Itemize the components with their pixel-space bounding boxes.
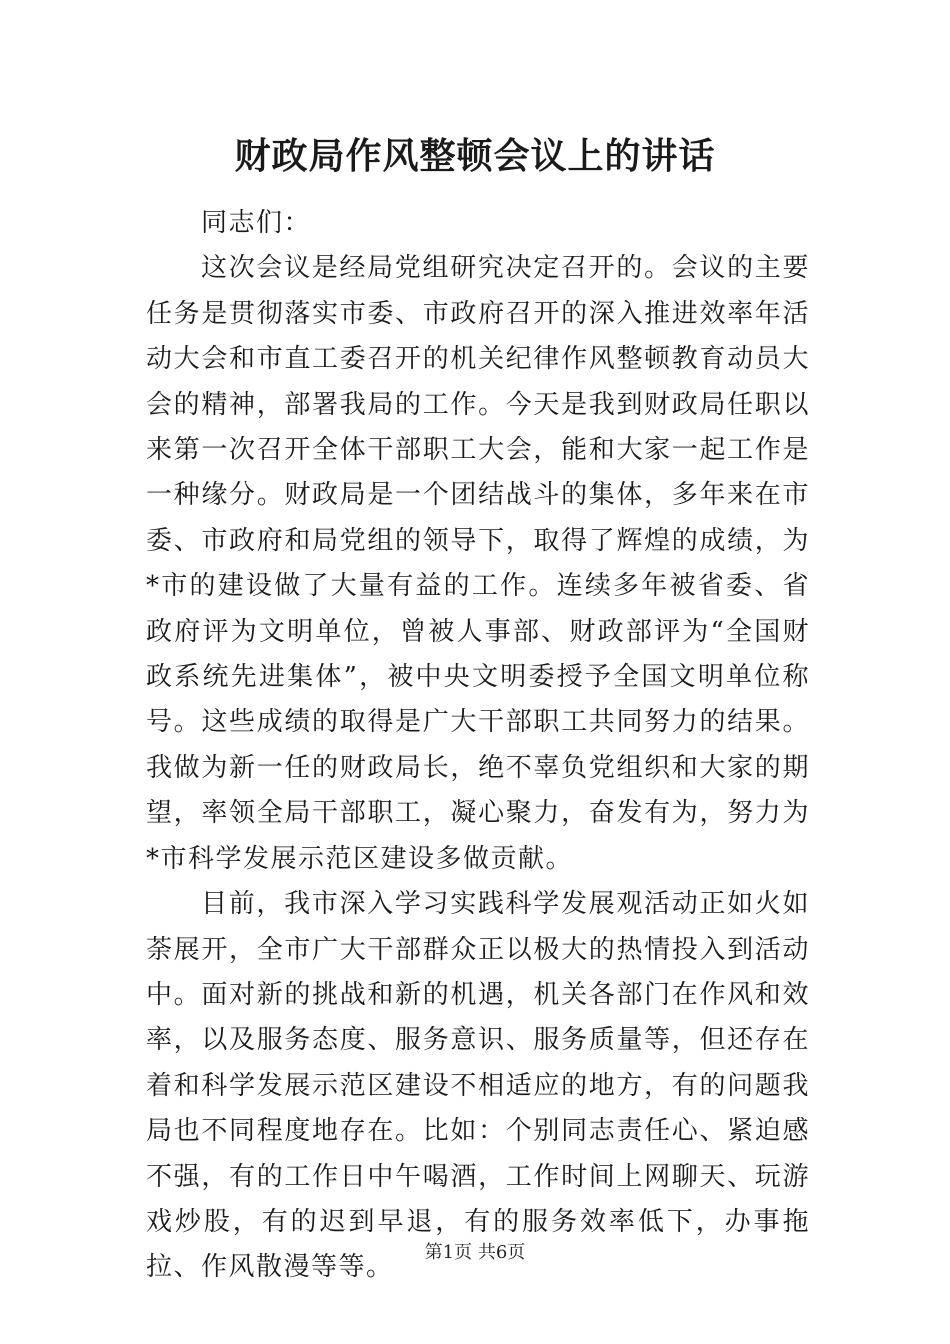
- document-body: [146, 201, 810, 1291]
- document-title: 财政局作风整顿会议上的讲话: [234, 135, 716, 177]
- paragraph-1: 这次会议是经局党组研究决定召开的。会议的主要任务是贯彻落实市委、市政府召开的深入推进效率年活动大会和市直工委召开的机关纪律作风整顿教育动员大会的精神，部署我局的工作。今天是我到财政局任职以来第一次召开全体干部职工大会，能和大家一起工作是一种缘分。财政局是一个团结战斗的集体，多年来在市委、市政府和局党组的领导下，取得了辉煌的成绩，为*市的建设做了大量有益的工作。连续多年被省委、省政府评为文明单位，曾被人事部、财政部评为“全国财政系统先进集体”，被中央文明委授予全国文明单位称号。这些成绩的取得是广大干部职工共同努力的结果。我做为新一任的财政局长，绝不辜负党组织和大家的期望，率领全局干部职工，凝心聚力，奋发有为，努力为*市科学发展示范区建设多做贡献。: [146, 253, 810, 874]
- page-footer: [0, 1241, 950, 1265]
- paragraph-2: 目前，我市深入学习实践科学发展观活动正如火如荼展开，全市广大干部群众正以极大的热情投入到活动中。面对新的挑战和新的机遇，机关各部门在作风和效率，以及服务态度、服务意识、服务质量等，但还存在着和科学发展示范区建设不相适应的地方，有的问题我局也不同程度地存在。比如：个别同志责任心、紧迫感不强，有的工作日中午喝酒，工作时间上网聊天、玩游戏炒股，有的迟到早退，有的服务效率低下，办事拖拉、作风散漫等等。: [146, 889, 810, 1283]
- page-indicator: 第1页 共6页: [424, 1242, 526, 1263]
- salutation: 同志们：: [201, 208, 312, 238]
